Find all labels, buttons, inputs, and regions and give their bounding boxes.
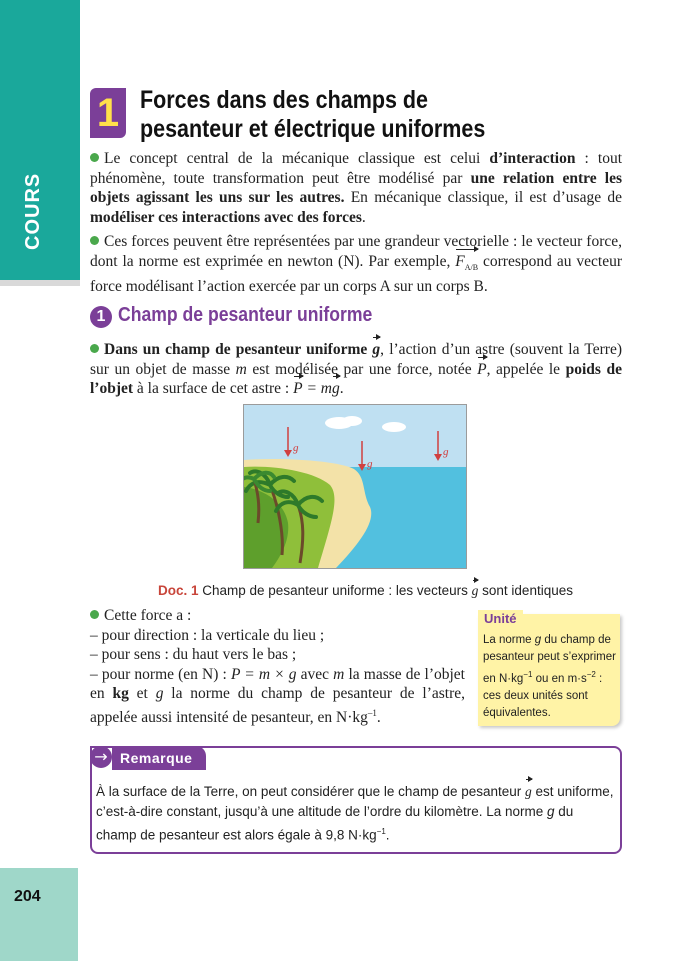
bullet-icon <box>90 236 99 245</box>
unit-note-label: Unité <box>478 610 523 627</box>
subsection-title: Champ de pesanteur uniforme <box>118 304 373 326</box>
beach-scene <box>244 405 466 568</box>
section-title: Forces dans des champs de pesanteur et électrique uniformes <box>140 86 486 143</box>
unit-note-text: La norme g du champ de pesanteur peut s’exprimer en $N\cdot kg^{-1}$ ou en $m\cdot s^{-2}$ : ces deux unités sont équivalentes. <box>483 634 616 719</box>
vector-label: g <box>293 442 299 454</box>
gravity-field-illustration <box>243 404 467 569</box>
force-vector-symbol: $F_{A/B}$ <box>455 252 478 278</box>
bullet-icon <box>90 153 99 162</box>
bullet-icon <box>90 344 99 353</box>
vector-label: g <box>443 446 449 458</box>
arrow-right-icon: → <box>90 746 112 768</box>
force-direction: – pour direction : la verticale du lieu ; <box>90 626 325 644</box>
force-norm: – pour norme (en N) : P = m × g avec m la masse de l’objet en kg et g la norme du champ de pesanteur de l’astre, appelée aussi intensité de pesanteur, en $N\cdot kg^{-1}$. <box>90 665 465 726</box>
page-footer-band <box>0 868 78 961</box>
remark-label: Remarque <box>112 746 206 770</box>
remark-text: À la surface de la Terre, on peut considérer que le champ de pesanteur g est uniforme, c’est-à-dire constant, jusqu’à une altitude de l’ordre du kilomètre. La norme g du champ de pesanteur est alors égale à 9,8 $N\cdot kg^{-1}$. <box>96 784 614 843</box>
bullet-icon <box>90 610 99 619</box>
page-number: 204 <box>14 888 41 905</box>
figure-caption: Doc. 1 Champ de pesanteur uniforme : les vecteurs g sont identiques <box>158 583 573 598</box>
intro-paragraph-1: Le concept central de la mécanique classique est celui d’interaction : tout phénomène, toute transformation peut être modélisé par une relation entre les objets agissant les uns sur les autres. En mécanique classique, il est d’usage de modéliser ces interactions avec des forces. <box>90 150 623 226</box>
intro-paragraph-2: Ces forces peuvent être représentées par une grandeur vectorielle : le vecteur force, dont la norme est exprimée en newton (N). Par exemple, $F_{A/B}$ correspond au vecteur force modélisant l’action exercée par un corps A sur un corps B. <box>90 233 622 296</box>
cloud <box>382 422 406 432</box>
force-sense: – pour sens : du haut vers le bas ; <box>90 646 297 663</box>
side-label: COURS <box>22 172 44 250</box>
vector-label: g <box>367 458 373 470</box>
subsection-number: 1 <box>90 306 112 328</box>
force-characteristics: Cette force a : – pour direction : la verticale du lieu ; – pour sens : du haut vers le bas ; – pour norme (en N) : P = m × g avec m la masse de l’objet en kg et g la norme du champ de pesanteur de l’astre, appelée aussi intensité de pesanteur, en $N\cdot kg^{-1}$. <box>90 607 465 726</box>
gravity-paragraph: Dans un champ de pesanteur uniforme g, l’action d’un astre (souvent la Terre) sur un objet de masse m est modélisée par une force, notée P, appelée le poids de l’objet à la surface de cet astre : P = mg. <box>90 341 622 397</box>
section-number: 1 <box>90 88 126 138</box>
cloud <box>342 416 362 426</box>
